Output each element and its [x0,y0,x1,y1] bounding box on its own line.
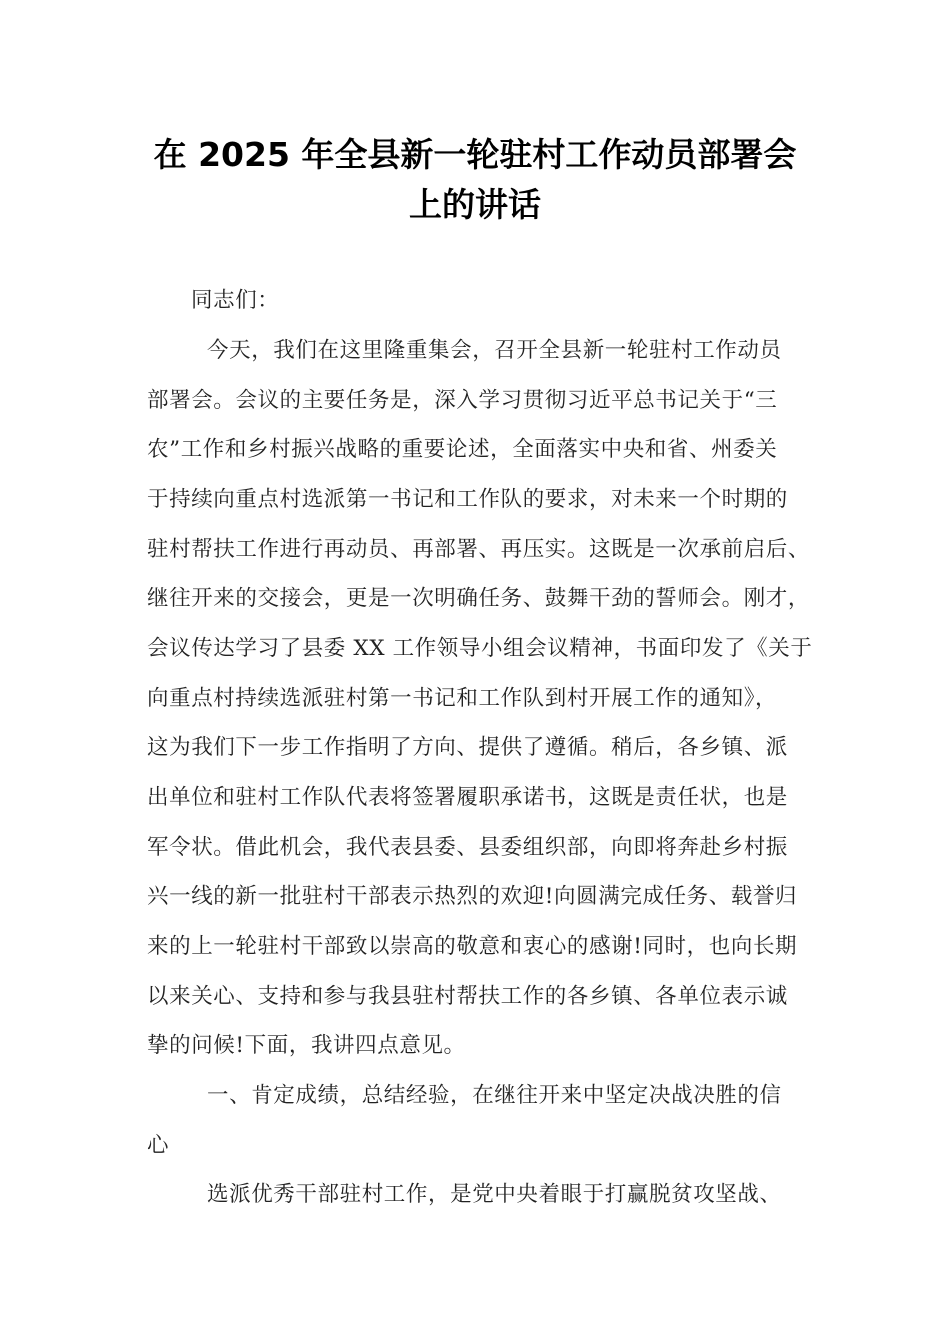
section-heading-line: 一、肯定成绩，总结经验，在继往开来中坚定决战决胜的信 [207,1083,782,1108]
paragraph-line: 会议传达学习了县委 XX 工作领导小组会议精神，书面印发了《关于 [147,636,813,661]
paragraph-line: 这为我们下一步工作指明了方向、提供了遵循。稍后，各乡镇、派 [147,735,788,760]
paragraph-line: 兴一线的新一批驻村干部表示热烈的欢迎!向圆满完成任务、载誉归 [147,884,798,909]
paragraph-line: 于持续向重点村选派第一书记和工作队的要求，对未来一个时期的 [147,487,788,512]
document-title-line-2: 上的讲话 [409,185,541,224]
paragraph-line: 来的上一轮驻村干部致以崇高的敬意和衷心的感谢!同时，也向长期 [147,934,798,959]
salutation: 同志们： [191,288,280,313]
paragraph-line: 军令状。借此机会，我代表县委、县委组织部，向即将奔赴乡村振 [147,835,788,860]
document-title-line-1: 在 2025 年全县新一轮驻村工作动员部署会 [153,135,797,174]
paragraph-line: 选派优秀干部驻村工作，是党中央着眼于打赢脱贫攻坚战、 [207,1182,782,1207]
paragraph-line: 驻村帮扶工作进行再动员、再部署、再压实。这既是一次承前启后、 [147,537,811,562]
paragraph-line: 今天，我们在这里隆重集会，召开全县新一轮驻村工作动员 [207,338,782,363]
paragraph-line: 继往开来的交接会，更是一次明确任务、鼓舞干劲的誓师会。刚才， [147,586,811,611]
paragraph-line: 部署会。会议的主要任务是，深入学习贯彻习近平总书记关于“三 [147,388,778,413]
section-heading-line: 心 [147,1133,170,1158]
paragraph-line: 农”工作和乡村振兴战略的重要论述，全面落实中央和省、州委关 [147,437,778,462]
paragraph-line: 挚的问候!下面，我讲四点意见。 [147,1033,466,1058]
paragraph-line: 以来关心、支持和参与我县驻村帮扶工作的各乡镇、各单位表示诚 [147,984,788,1009]
paragraph-line: 出单位和驻村工作队代表将签署履职承诺书，这既是责任状，也是 [147,785,788,810]
paragraph-line: 向重点村持续选派驻村第一书记和工作队到村开展工作的通知》， [147,686,778,711]
